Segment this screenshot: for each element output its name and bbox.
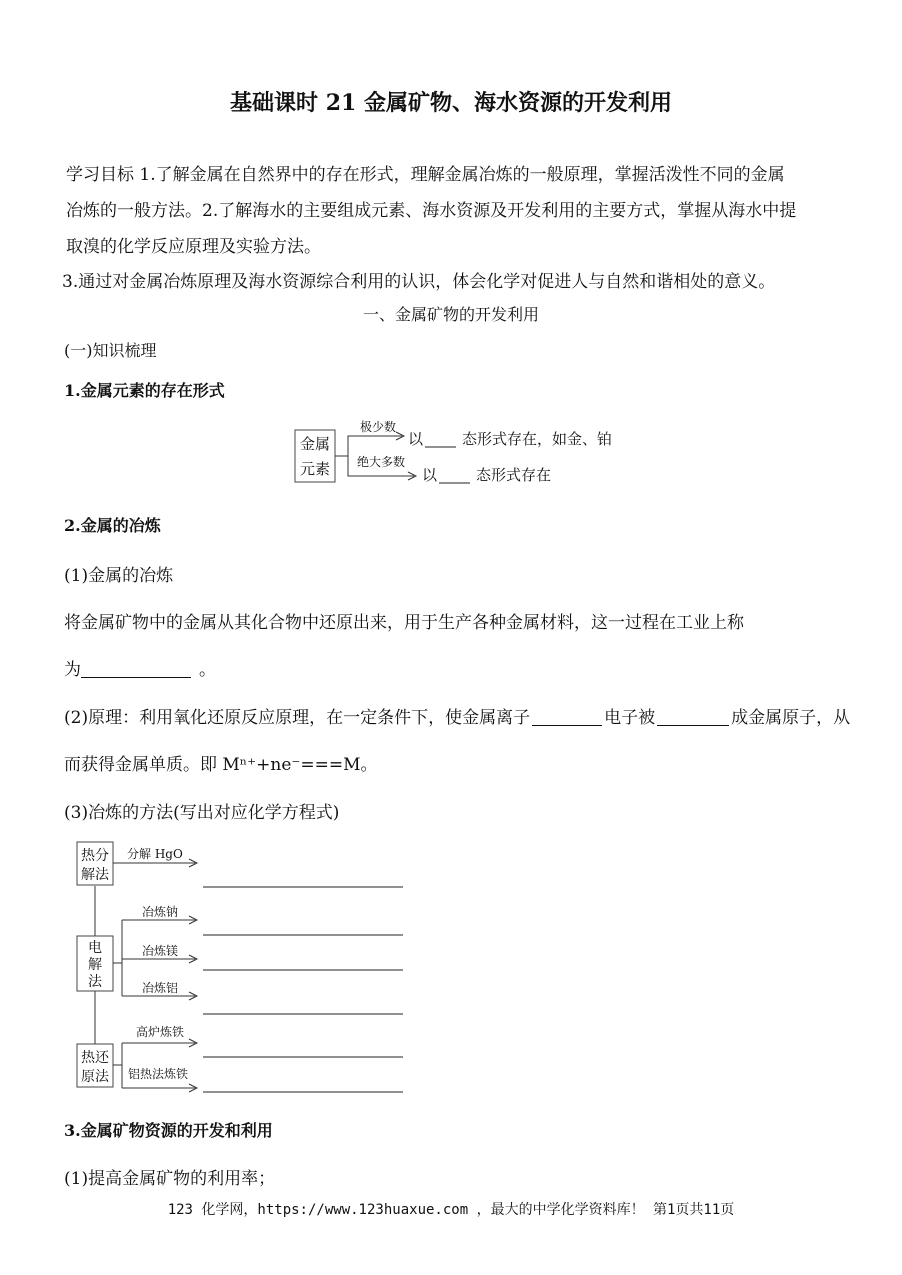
thermal-reduction-text-2: 原法 xyxy=(81,1069,109,1085)
smelting-methods-diagram xyxy=(70,836,415,1098)
fill-prefix: 为 xyxy=(64,660,81,680)
item3-heading: 3.金属矿物资源的开发和利用 xyxy=(64,1121,273,1140)
box-label-1: 金属 xyxy=(299,435,331,453)
arrow-top xyxy=(335,436,402,456)
smelt-aluminum-label: 冶炼铝 xyxy=(142,981,179,995)
item2-sub1-fill xyxy=(64,655,216,680)
item2-sub2-line2: 而获得金属单质。即 Mⁿ⁺+ne⁻===M。 xyxy=(64,755,378,775)
objectives-line-2: 冶炼的一般方法。2.了解海水的主要组成元素、海水资源及开发利用的主要方式，掌握从海水中提 xyxy=(66,201,797,221)
branch-top-suffix: 态形式存在，如金、铂 xyxy=(462,430,613,448)
principle-text-2: 电子被 xyxy=(604,708,656,728)
answer-blank-electron[interactable] xyxy=(532,707,602,726)
item2-sub2-line1 xyxy=(64,703,850,728)
objectives-line-4: 3.通过对金属冶炼原理及海水资源综合利用的认识，体会化学对促进人与自然和谐相处的意义。 xyxy=(62,272,776,292)
principle-text-1: (2)原理：利用氧化还原反应原理，在一定条件下，使金属离子 xyxy=(64,708,531,728)
existence-diagram xyxy=(290,416,630,490)
branch-top-prefix: 以 xyxy=(408,430,424,448)
smelt-sodium-label: 冶炼钠 xyxy=(142,905,179,919)
objectives-line-1: 学习目标 1.了解金属在自然界中的存在形式，理解金属冶炼的一般原理，掌握活泼性不同的金属 xyxy=(66,165,785,185)
thermal-decomp-text-2: 解法 xyxy=(81,867,109,883)
thermal-decomp-text-1: 热分 xyxy=(81,848,109,864)
item2-sub3-heading: (3)冶炼的方法(写出对应化学方程式) xyxy=(64,803,340,823)
decompose-hgo-label: 分解 HgO xyxy=(127,847,183,861)
principle-text-3: 成金属原子，从 xyxy=(731,708,851,728)
page-title: 基础课时 21 金属矿物、海水资源的开发利用 xyxy=(230,90,672,116)
fill-suffix: 。 xyxy=(199,660,216,680)
branch-bottom-label: 绝大多数 xyxy=(357,455,406,469)
page-footer: 123 化学网，https://www.123huaxue.com ，最大的中学化学资料库！ 第1页共11页 xyxy=(167,1202,735,1218)
subsection-heading: (一)知识梳理 xyxy=(64,341,157,360)
box-label-2: 元素 xyxy=(299,460,331,478)
item2-sub1-heading: (1)金属的冶炼 xyxy=(64,566,174,586)
thermal-reduction-text-1: 热还 xyxy=(81,1050,109,1066)
answer-blank-reduced[interactable] xyxy=(657,707,729,726)
branch-bottom-suffix: 态形式存在 xyxy=(476,466,552,484)
smelt-magnesium-label: 冶炼镁 xyxy=(142,944,179,958)
thermite-label: 铝热法炼铁 xyxy=(128,1067,189,1081)
item1-heading: 1.金属元素的存在形式 xyxy=(64,381,225,400)
section-heading: 一、金属矿物的开发利用 xyxy=(362,305,539,324)
electrolysis-text-2: 解 xyxy=(88,957,102,973)
objectives-line-3: 取溴的化学反应原理及实验方法。 xyxy=(66,237,321,257)
electrolysis-text-1: 电 xyxy=(88,940,102,956)
answer-blank-industry[interactable] xyxy=(81,659,191,678)
item3-sub1: (1)提高金属矿物的利用率； xyxy=(64,1169,276,1189)
branch-bottom-prefix: 以 xyxy=(422,466,438,484)
electrolysis-text-3: 法 xyxy=(88,974,102,990)
item2-heading: 2.金属的冶炼 xyxy=(64,516,161,535)
item2-sub1-text: 将金属矿物中的金属从其化合物中还原出来，用于生产各种金属材料，这一过程在工业上称 xyxy=(64,613,744,633)
branch-top-label: 极少数 xyxy=(360,420,397,434)
blast-furnace-label: 高炉炼铁 xyxy=(136,1025,185,1039)
